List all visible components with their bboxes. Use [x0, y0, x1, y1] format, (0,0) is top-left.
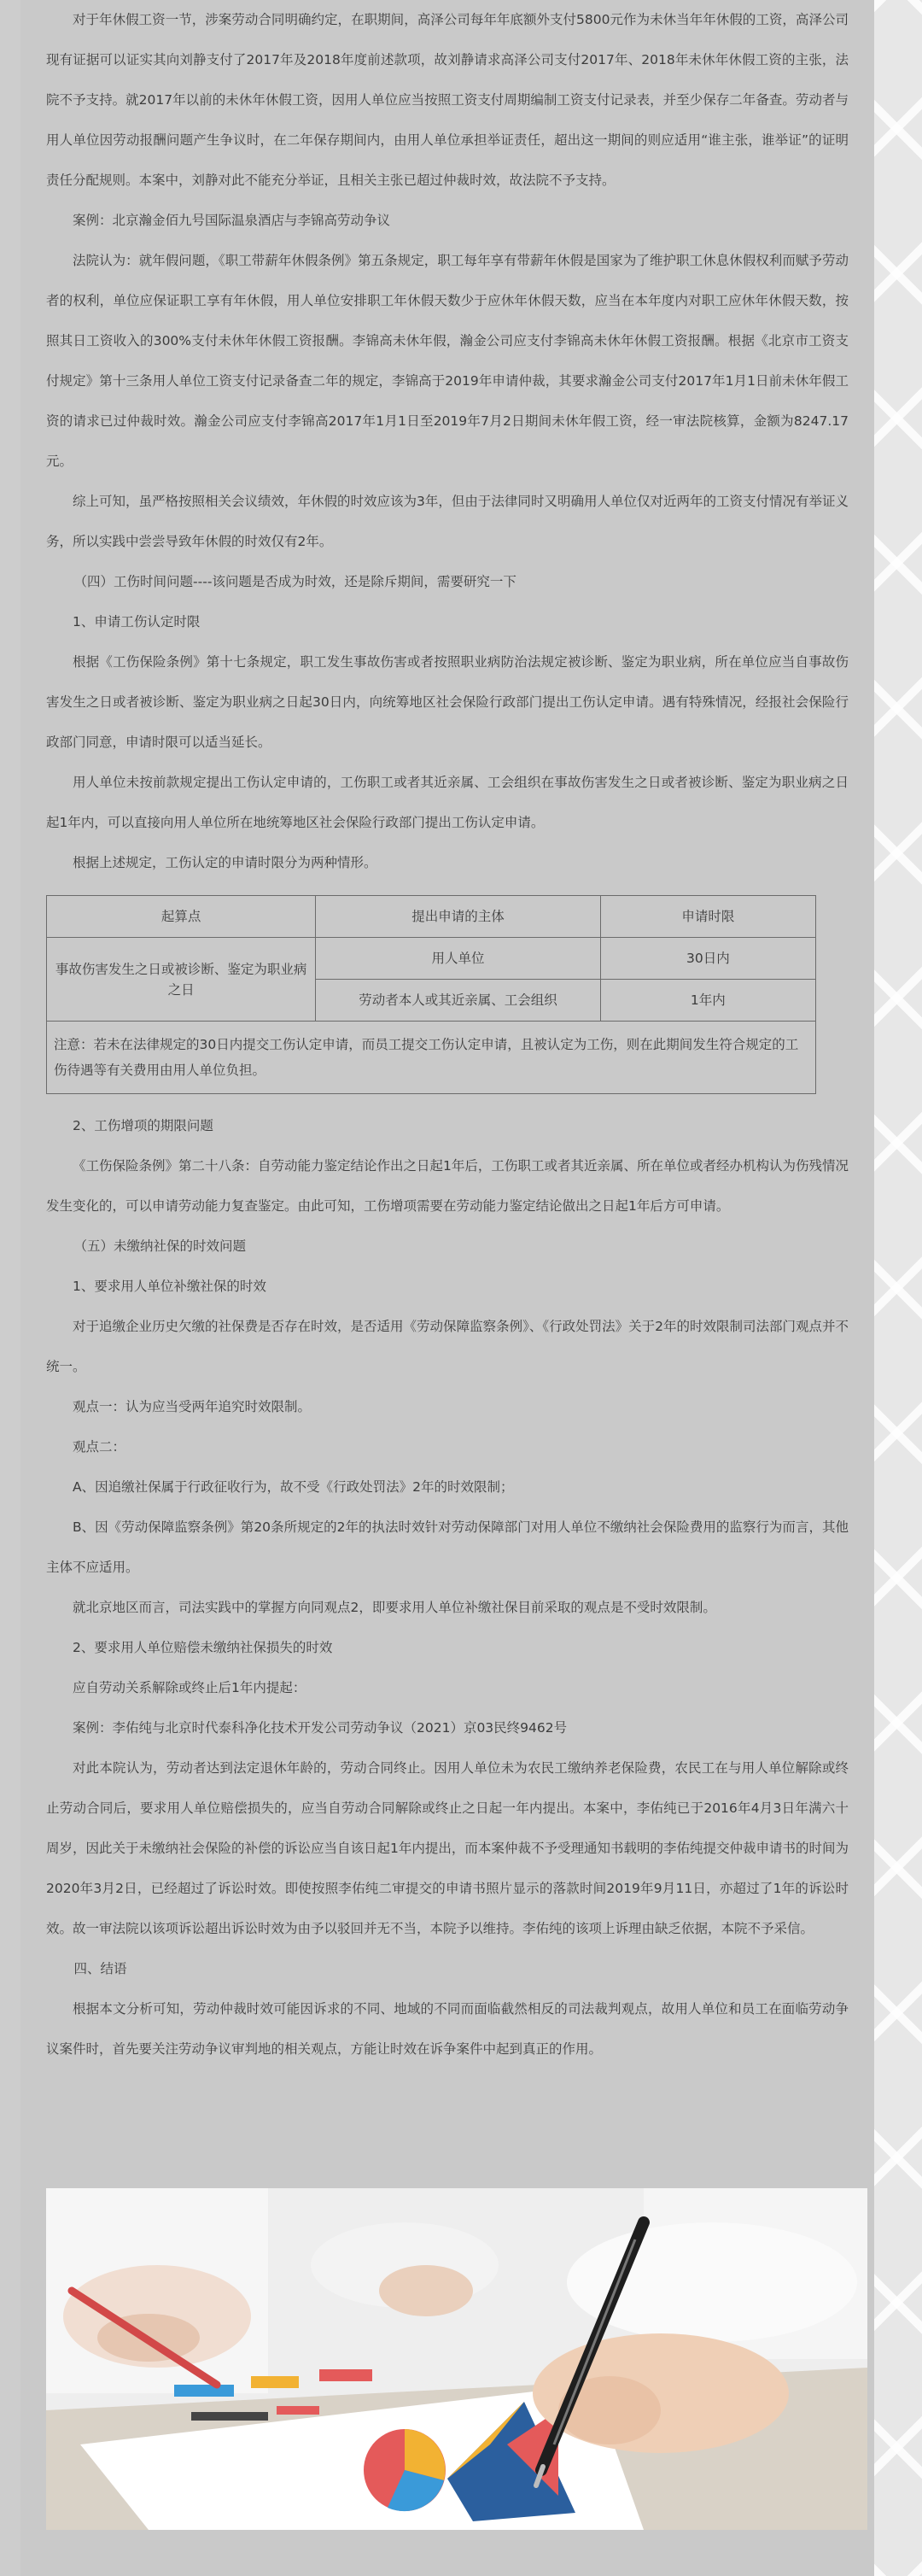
paragraph-injury-regulation: 根据《工伤保险条例》第十七条规定，职工发生事故伤害或者按照职业病防治法规定被诊断、鉴定为职业病，所在单位应当自事故伤害发生之日或者被诊断、鉴定为职业病之日起30日内，向统筹地区社会保险行政部门提出工伤认定申请。遇有特殊情况，经报社会保险行政部门同意，申请时限可以适当延长。 — [46, 654, 849, 750]
subheading-compensation: 2、要求用人单位赔偿未缴纳社保损失的时效 — [73, 1640, 333, 1655]
table-note: 注意：若未在法律规定的30日内提交工伤认定申请，而员工提交工伤认定申请，且被认定为工伤，则在此期间发生符合规定的工伤待遇等有关费用由用人单位负担。 — [47, 1022, 816, 1094]
subheading-back-payment: 1、要求用人单位补缴社保的时效 — [73, 1279, 266, 1294]
subheading-injury-application: 1、申请工伤认定时限 — [73, 614, 201, 629]
table-cell-limit: 30日内 — [600, 938, 815, 980]
case-title-2: 案例：李佑纯与北京时代泰科净化技术开发公司劳动争议（2021）京03民终9462号 — [73, 1720, 568, 1736]
photo-illustration — [46, 2188, 867, 2530]
paragraph-court-opinion-1: 法院认为：就年假问题，《职工带薪年休假条例》第五条规定，职工每年享有带薪年休假是国家为了维护职工休息休假权利而赋予劳动者的权利，单位应保证职工享有年休假，用人单位安排职工年休假天数少于应休年休假天数，应当在本年度内对职工应休年休假天数，按照其日工资收入的300%支付未休年休假工资报酬。李锦高未休年假，瀚金公司应支付李锦高未休年休假工资报酬。根据《北京市工资支付规定》第十三条用人单位工资支付记录备查二年的规定，李锦高于2019年申请仲裁，其要求瀚金公司支付2017年1月1日前未休年假工资的请求已过仲裁时效。瀚金公司应支付李锦高2017年1月1日至2019年7月2日期间未休年假工资，经一审法院核算，金额为8247.17元。 — [46, 253, 849, 469]
table-header-subject: 提出申请的主体 — [316, 896, 600, 938]
case-title-1: 案例：北京瀚金佰九号国际温泉酒店与李锦高劳动争议 — [73, 213, 391, 228]
paragraph-view-two-b: B、因《劳动保障监察条例》第20条所规定的2年的执法时效针对劳动保障部门对用人单位不缴纳社会保险费用的监察行为而言，其他主体不应适用。 — [46, 1519, 849, 1575]
table-header-limit: 申请时限 — [600, 896, 815, 938]
article-body — [46, 0, 849, 2070]
table-header-start: 起算点 — [47, 896, 316, 938]
table-note-row — [47, 1022, 816, 1094]
pie-graphic-icon — [364, 2429, 446, 2511]
section-heading-conclusion: 四、结语 — [73, 1961, 127, 1976]
paragraph-view-two: 观点二： — [73, 1439, 126, 1455]
paragraph-within-one-year: 应自劳动关系解除或终止后1年内提起： — [73, 1680, 306, 1695]
article-page — [20, 0, 874, 2576]
injury-deadline-table — [46, 895, 816, 1094]
left-edge-decoration — [0, 0, 20, 2576]
table-cell-limit: 1年内 — [600, 980, 815, 1022]
section-heading-work-injury: （四）工伤时间问题----该问题是否成为时效，还是除斥期间，需要研究一下 — [73, 574, 516, 589]
right-chevron-decoration — [874, 0, 922, 2576]
paragraph-view-two-a: A、因追缴社保属于行政征收行为，故不受《行政处罚法》2年的时效限制； — [73, 1479, 514, 1495]
paragraph-injury-employee-apply: 用人单位未按前款规定提出工伤认定申请的，工伤职工或者其近亲属、工会组织在事故伤害发生之日或者被诊断、鉴定为职业病之日起1年内，可以直接向用人单位所在地统筹地区社会保险行政部门提出工伤认定申请。 — [46, 775, 849, 830]
table-cell-subject: 劳动者本人或其近亲属、工会组织 — [316, 980, 600, 1022]
paragraph-annual-leave-wage: 对于年休假工资一节，涉案劳动合同明确约定，在职期间，高泽公司每年年底额外支付5800元作为未休当年年休假的工资，高泽公司现有证据可以证实其向刘静支付了2017年及2018年度前述款项，故刘静请求高泽公司支付2017年、2018年未休年休假工资的主张，法院不予支持。就2017年以前的未休年休假工资，因用人单位应当按照工资支付周期编制工资支付记录表，并至少保存二年备查。劳动者与用人单位因劳动报酬问题产生争议时，在二年保存期间内，由用人单位承担举证责任，超出这一期间的则应适用“谁主张，谁举证”的证明责任分配规则。本案中，刘静对此不能充分举证，且相关主张已超过仲裁时效，故法院不予支持。 — [46, 12, 849, 188]
paragraph-view-one: 观点一：认为应当受两年追究时效限制。 — [73, 1399, 312, 1414]
paragraph-two-cases: 根据上述规定，工伤认定的申请时限分为两种情形。 — [73, 855, 377, 870]
paragraph-summary-annual-leave: 综上可知，虽严格按照相关会议绩效，年休假的时效应该为3年，但由于法律同时又明确用人单位仅对近两年的工资支付情况有举证义务，所以实践中尝尝导致年休假的时效仅有2年。 — [46, 494, 849, 549]
table-cell-subject: 用人单位 — [316, 938, 600, 980]
paragraph-court-opinion-2: 对此本院认为，劳动者达到法定退休年龄的，劳动合同终止。因用人单位未为农民工缴纳养老保险费，农民工在与用人单位解除或终止劳动合同后，要求用人单位赔偿损失的，应当自劳动合同解除或终止之日起一年内提出。本案中，李佑纯已于2016年4月3日年满六十周岁，因此关于未缴纳社会保险的补偿的诉讼应当自该日起1年内提出，而本案仲裁不予受理通知书载明的李佑纯提交仲裁申请书的时间为2020年3月2日，已经超过了诉讼时效。即使按照李佑纯二审提交的申请书照片显示的落款时间2019年9月11日，亦超过了1年的诉讼时效。故一审法院以该项诉讼超出诉讼时效为由予以驳回并无不当，本院予以维持。李佑纯的该项上诉理由缺乏依据，本院不予采信。 — [46, 1760, 849, 1936]
paragraph-back-payment: 对于追缴企业历史欠缴的社保费是否存在时效，是否适用《劳动保障监察条例》、《行政处罚法》关于2年的时效限制司法部门观点并不统一。 — [46, 1319, 849, 1374]
paragraph-conclusion: 根据本文分析可知，劳动仲裁时效可能因诉求的不同、地域的不同而面临截然相反的司法裁判观点，故用人单位和员工在面临劳动争议案件时，首先要关注劳动争议审判地的相关观点，方能让时效在诉争案件中起到真正的作用。 — [46, 2001, 849, 2057]
paragraph-injury-review: 《工伤保险条例》第二十八条：自劳动能力鉴定结论作出之日起1年后，工伤职工或者其近亲属、所在单位或者经办机构认为伤残情况发生变化的，可以申请劳动能力复查鉴定。由此可知，工伤增项需要在劳动能力鉴定结论做出之日起1年后方可申请。 — [46, 1158, 849, 1214]
subheading-injury-increase: 2、工伤增项的期限问题 — [73, 1118, 213, 1133]
table-cell-start-point: 事故伤害发生之日或被诊断、鉴定为职业病之日 — [47, 938, 316, 1022]
table-header-row — [47, 896, 816, 938]
section-heading-social-insurance: （五）未缴纳社保的时效问题 — [73, 1238, 247, 1254]
paragraph-beijing-practice: 就北京地区而言，司法实践中的掌握方向同观点2，即要求用人单位补缴社保目前采取的观点是不受时效限制。 — [73, 1600, 716, 1615]
business-meeting-photo — [46, 2188, 867, 2530]
table-row — [47, 938, 816, 980]
